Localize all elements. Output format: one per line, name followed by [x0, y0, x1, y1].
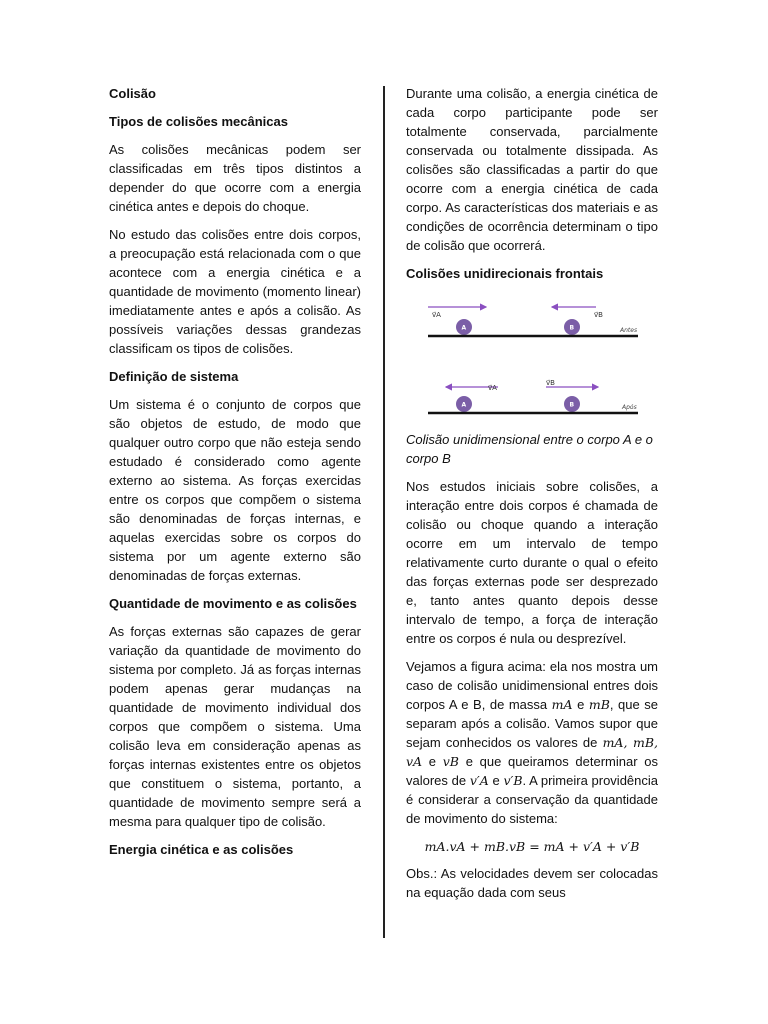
before-label: Antes — [620, 327, 638, 334]
velocity-b-after-label: v⃗B — [546, 379, 555, 387]
heading-quantidade-movimento: Quantidade de movimento e as colisões — [109, 596, 357, 611]
math-symbol: vB — [442, 754, 459, 769]
velocity-a-label: v⃗A — [432, 311, 441, 319]
after-label: Após — [622, 404, 637, 411]
figure-caption: Colisão unidimensional entre o corpo A e o corpo B — [406, 432, 653, 466]
collision-diagram — [406, 292, 658, 422]
momentum-equation: mA.vA + mB.vB = mA + v′A + v′B — [424, 839, 640, 854]
paragraph: No estudo das colisões entre dois corpos, a preocupação está relacionada com o que acontece com a energia cinética e a quantidade de movimento (momento linear) imediatamente antes e após a colisão. As possíveis variações dessas grandezas classificam os tipos de colisões. — [109, 227, 361, 356]
right-column — [406, 84, 658, 911]
math-symbol: mA, mB, vA — [406, 735, 658, 769]
heading-tipos-colisoes: Tipos de colisões mecânicas — [109, 114, 288, 129]
ball-b-after-label: B — [569, 401, 575, 409]
ball-a-label: A — [461, 324, 467, 332]
paragraph: Durante uma colisão, a energia cinética de cada corpo participante pode ser totalmente conservada, parcialmente conservada ou totalmente dissipada. As colisões são classificadas a partir do que ocorre com a energia cinética de cada corpo. As características dos materiais e as condições de ocorrência determinam o tipo de colisão que ocorrerá. — [406, 86, 658, 253]
text-run: e — [422, 754, 443, 769]
text-run: e que queiramos determinar os valores de — [406, 754, 658, 788]
text-run: e — [488, 773, 504, 788]
paragraph: Nos estudos iniciais sobre colisões, a interação entre dois corpos é chamada de colisão ou choque quando a interação ocorre em um intervalo de tempo relativamente curto durante o qual o efeito das forças externas pode ser desprezado e, tanto antes quanto depois desse intervalo de tempo, a força de interação entre os corpos é nula ou desprezível. — [406, 479, 658, 646]
column-divider — [383, 86, 385, 938]
text-run: Vejamos a figura acima: ela nos mostra um caso de colisão unidimensional entres dois corpos A e B, de massa — [406, 659, 658, 712]
velocity-b-label: v⃗B — [594, 311, 603, 319]
heading-definicao-sistema: Definição de sistema — [109, 369, 239, 384]
paragraph-with-math — [406, 657, 658, 828]
page-title: Colisão — [109, 86, 156, 101]
math-symbol: v′B — [503, 773, 523, 788]
left-column — [109, 84, 361, 868]
collision-figure — [406, 292, 658, 422]
math-symbol: mB — [588, 697, 610, 712]
text-run: e — [572, 697, 589, 712]
ball-b-label: B — [569, 324, 575, 332]
ball-a-after-label: A — [461, 401, 467, 409]
text-run: , que se separam após a colisão. Vamos supor que sejam conhecidos os valores de — [406, 697, 658, 750]
math-symbol: mA — [551, 697, 573, 712]
heading-energia-cinetica: Energia cinética e as colisões — [109, 842, 294, 857]
heading-colisoes-frontais: Colisões unidirecionais frontais — [406, 266, 604, 281]
velocity-a-after-label: v⃗A — [488, 384, 497, 392]
paragraph: As forças externas são capazes de gerar variação da quantidade de movimento do sistema por completo. Já as forças internas podem apenas gerar mudanças na quantidade de movimento individual dos corpos que compõem o sistema. Uma colisão leva em consideração apenas as forças internas existentes entre os objetos que constituem o sistema, portanto, a quantidade de movimento sempre será a mesma para qualquer tipo de colisão. — [109, 624, 361, 829]
paragraph: As colisões mecânicas podem ser classificadas em três tipos distintos a depender do que ocorre com a energia cinética antes e depois do choque. — [109, 142, 361, 214]
text-run: . A primeira providência é considerar a conservação da quantidade de movimento do sistema: — [406, 773, 659, 826]
math-symbol: v′A — [469, 773, 489, 788]
paragraph: Um sistema é o conjunto de corpos que são objetos de estudo, de modo que qualquer outro corpo que não esteja sendo estudado é considerado como agente externo ao sistema. As forças exercidas entre os corpos que compõem o sistema são denominadas de forças internas, e aquelas exercidas sobre os corpos do sistema por um agente externo são denominadas de forças externas. — [109, 397, 361, 583]
paragraph: Obs.: As velocidades devem ser colocadas na equação dada com seus — [406, 866, 658, 900]
